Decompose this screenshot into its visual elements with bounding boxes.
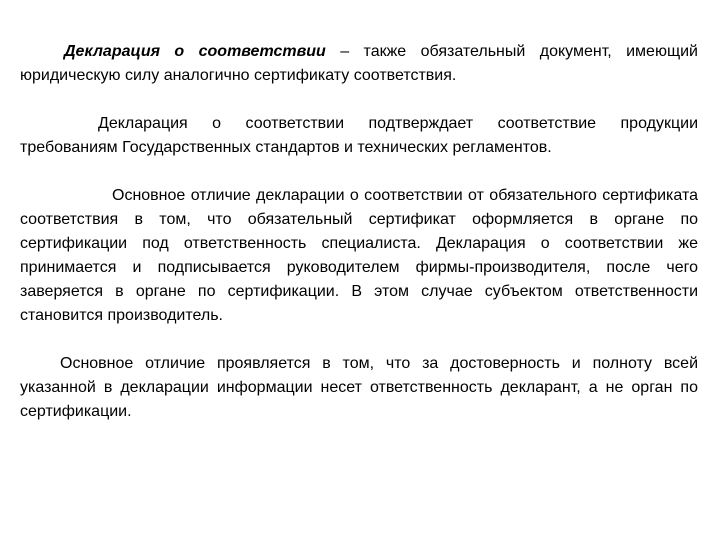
paragraph-responsibility: Основное отличие проявляется в том, что за достоверность и полноту всей указанной в декларации информации несет ответственность декларант, а не орган по сертификации.	[20, 355, 698, 420]
definition-text: – также обязательный документ, имеющий юридическую силу аналогично сертификату соответствия.	[20, 43, 698, 84]
document-body	[20, 40, 698, 448]
paragraph-confirmation: Декларация о соответствии подтверждает соответствие продукции требованиям Государственных стандартов и технических регламентов.	[20, 115, 698, 156]
paragraph-main-difference: Основное отличие декларации о соответствии от обязательного сертификата соответствия в том, что обязательный сертификат оформляется в органе по сертификации под ответственность специалиста. Декларация о соответствии же принимается и подписывается руководителем фирмы-производителя, после чего заверяется в органе по сертификации. В этом случае субъектом ответственности становится производитель.	[20, 187, 698, 324]
defined-term: Декларация о соответствии	[64, 43, 326, 60]
paragraph-definition	[20, 40, 698, 88]
